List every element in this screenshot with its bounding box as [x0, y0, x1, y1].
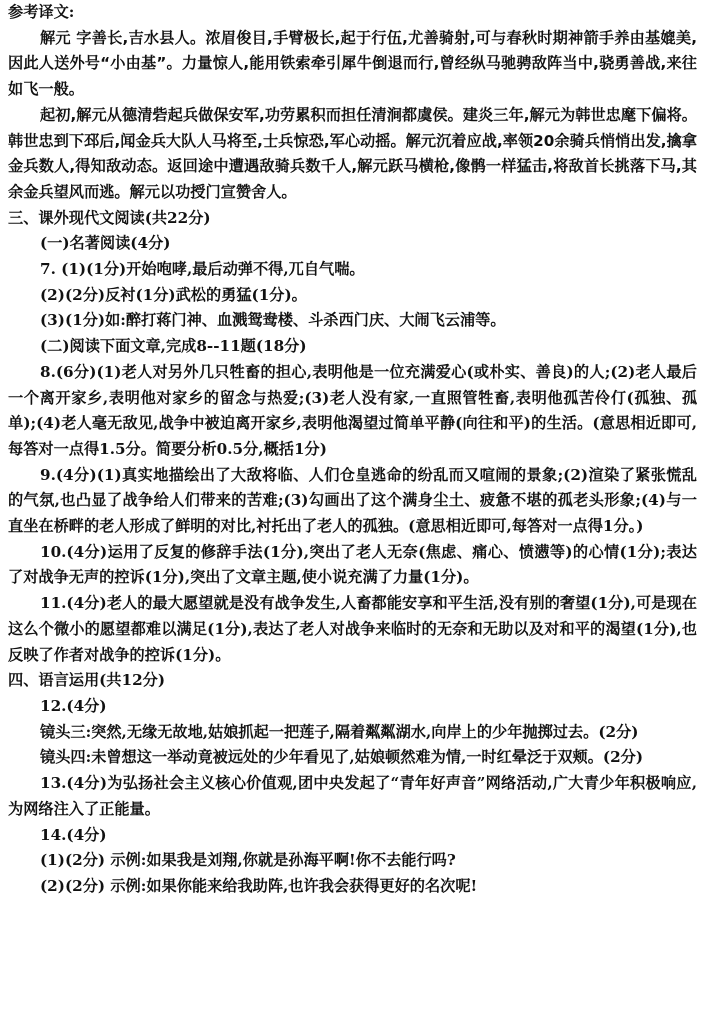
answer-7-3: (3)(1分)如:醉打蒋门神、血溅鸳鸯楼、斗杀西门庆、大闹飞云浦等。: [40, 311, 506, 330]
answer-14-2: (2)(2分) 示例:如果你能来给我助阵,也许我会获得更好的名次呢!: [40, 876, 478, 895]
answer-7-2: (2)(2分)反衬(1分)武松的勇猛(1分)。: [40, 285, 307, 304]
answer-11: 11.(4分)老人的最大愿望就是没有战争发生,人畜都能安享和平生活,没有别的奢望(1分),可是现在这么个微小的愿望都难以满足(1分),表达了老人对战争来临时的无奈和无助以及对和平的渴望(1分),也反映了作者对战争的控诉(1分)。: [8, 594, 697, 664]
part-1-heading: (一)名著阅读(4分): [40, 234, 171, 253]
answer-12: 12.(4分): [40, 696, 107, 715]
answer-9: 9.(4分)(1)真实地描绘出了大敌将临、人们仓皇逃命的纷乱而又喧闹的景象;(2)渲染了紧张慌乱的气氛,也凸显了战争给人们带来的苦难;(3)勾画出了这个满身尘土、疲惫不堪的孤老头形象;(4)与一直坐在桥畔的老人形成了鲜明的对比,衬托出了老人的孤独。(意思相近即可,每答对一点得1分。): [8, 465, 697, 536]
translation-paragraph-1: 解元 字善长,吉水县人。浓眉俊目,手臂极长,起于行伍,尤善骑射,可与春秋时期神箭手养由基媲美,因此人送外号“小由基”。力量惊人,能用铁索牵引犀牛倒退而行,曾经纵马驰骋敌阵当中,骁勇善战,来往如飞一般。: [8, 28, 697, 99]
answer-7-1: 7. (1)(1分)开始咆哮,最后动弹不得,兀自气喘。: [40, 260, 365, 279]
section-3-heading: 三、课外现代文阅读(共22分): [8, 208, 211, 227]
answer-10: 10.(4分)运用了反复的修辞手法(1分),突出了老人无奈(焦虑、痛心、愤懑等)的心情(1分);表达了对战争无声的控诉(1分),突出了文章主题,使小说充满了力量(1分)。: [8, 542, 697, 587]
part-2-heading: (二)阅读下面文章,完成8--11题(18分): [40, 337, 307, 356]
answer-12-shot-3: 镜头三:突然,无缘无故地,姑娘抓起一把莲子,隔着粼粼湖水,向岸上的少年抛掷过去。(2分): [40, 722, 639, 741]
answer-14: 14.(4分): [40, 825, 107, 844]
translation-paragraph-2: 起初,解元从德清砦起兵做保安军,功劳累积而担任清涧都虞侯。建炎三年,解元为韩世忠麾下偏将。韩世忠到下邳后,闻金兵大队人马将至,士兵惊恐,军心动摇。解元沉着应战,率领20余骑兵悄悄出发,擒拿金兵数人,得知敌动态。返回途中遭遇敌骑兵数千人,解元跃马横枪,像鹘一样猛击,将敌首长挑落下马,其余金兵望风而逃。解元以功授门宣赞舍人。: [8, 105, 697, 201]
answer-14-1: (1)(2分) 示例:如果我是刘翔,你就是孙海平啊!你不去能行吗?: [40, 851, 456, 870]
answer-8: 8.(6分)(1)老人对另外几只牲畜的担心,表明他是一位充满爱心(或朴实、善良)的人;(2)老人最后一个离开家乡,表明他对家乡的留念与热爱;(3)老人没有家,一直照管牲畜,表明他孤苦伶仃(孤独、孤单);(4)老人毫无敌见,战争中被迫离开家乡,表明他渴望过简单平静(向往和平)的生活。(意思相近即可,每答对一点得1.5分。简要分析0.5分,概括1分): [8, 362, 697, 458]
section-4-heading: 四、语言运用(共12分): [8, 671, 166, 690]
answer-12-shot-4: 镜头四:未曾想这一举动竟被远处的少年看见了,姑娘顿然难为情,一时红晕泛于双颊。(2分): [40, 748, 644, 767]
answer-13: 13.(4分)为弘扬社会主义核心价值观,团中央发起了“青年好声音”网络活动,广大青少年积极响应,为网络注入了正能量。: [8, 774, 697, 818]
translation-heading: 参考译文:: [8, 3, 75, 21]
